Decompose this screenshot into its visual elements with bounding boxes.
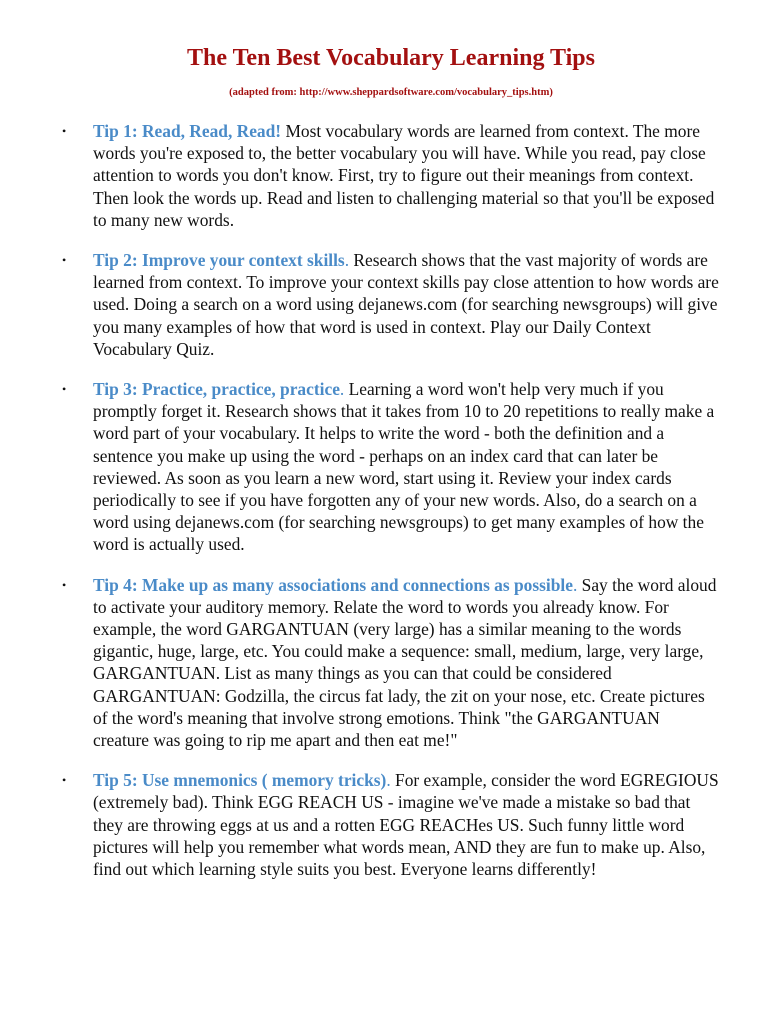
tip-body: Research shows that the vast majority of words are learned from context. To improve your context skills pay close attention to how words are used. Doing a search on a word using dejanews.com (for searching newsgroups) will give you many examples of how that word is used in context. Play our Daily Context Vocabulary Quiz. bbox=[93, 250, 719, 359]
tip-separator: . bbox=[344, 250, 354, 271]
tip-separator: . bbox=[386, 770, 396, 791]
bullet-icon: • bbox=[62, 253, 67, 268]
tip-item-1 bbox=[62, 120, 720, 231]
tip-heading: Tip 2: Improve your context skills bbox=[93, 250, 345, 271]
bullet-icon: • bbox=[62, 577, 67, 592]
tips-list bbox=[62, 120, 720, 880]
tip-item-3 bbox=[62, 378, 720, 556]
tip-body: For example, consider the word EGREGIOUS (extremely bad). Think EGG REACH US - imagine we've made a mistake so bad that they are throwing eggs at us and a rotten EGG REACHes US. Such funny little word pictures will help you remember what words mean, AND they are fun to make up. Also, find out which learning style suits you best. Everyone learns differently! bbox=[93, 770, 719, 880]
tip-item-2 bbox=[62, 249, 720, 360]
tip-heading: Tip 4: Make up as many associations and connections as possible bbox=[93, 574, 573, 595]
tip-body: Say the word aloud to activate your auditory memory. Relate the word to words you already know. For example, the word GARGANTUAN (very large) has a similar meaning to the words gigantic, huge, large, etc. You could make a sequence: small, medium, large, very large, GARGANTUAN. List as many things as you can that could be considered GARGANTUAN: Godzilla, the circus fat lady, the zit on your nose, etc. Create pictures of the word's meaning that involve strong emotions. Think "the GARGANTUAN creature was going to rip me apart and then eat me!" bbox=[93, 574, 717, 751]
tip-heading: Tip 5: Use mnemonics ( memory tricks) bbox=[93, 770, 387, 791]
source-citation: (adapted from: http://www.sheppardsoftware.com/vocabulary_tips.htm) bbox=[229, 87, 553, 98]
tip-heading: Tip 1: Read, Read, Read! bbox=[93, 121, 282, 141]
tip-separator: . bbox=[339, 379, 349, 400]
bullet-icon: • bbox=[62, 124, 67, 138]
tip-body: Most vocabulary words are learned from context. The more words you're exposed to, the better vocabulary you will have. While you read, pay close attention to words you don't know. First, try to figure out their meanings from context. Then look the words up. Read and listen to challenging material so that you'll be exposed to many new words. bbox=[93, 121, 715, 230]
tip-body: Learning a word won't help very much if you promptly forget it. Research shows that it takes from 10 to 20 repetitions to really make a word part of your vocabulary. It helps to write the word - both the definition and a sentence you make up using the word - perhaps on an index card that can later be reviewed. As soon as you learn a new word, start using it. Review your index cards periodically to see if you have forgotten any of your new words. Also, do a search on a word using dejanews.com (for searching newsgroups) to get many examples of how the word is actually used. bbox=[93, 379, 715, 555]
bullet-icon: • bbox=[62, 382, 67, 397]
tip-heading: Tip 3: Practice, practice, practice bbox=[93, 379, 340, 400]
tip-item-4 bbox=[62, 574, 720, 752]
bullet-icon: • bbox=[62, 773, 67, 788]
page-title: The Ten Best Vocabulary Learning Tips bbox=[187, 45, 595, 71]
tip-separator: . bbox=[572, 574, 582, 595]
tip-item-5 bbox=[62, 769, 720, 880]
